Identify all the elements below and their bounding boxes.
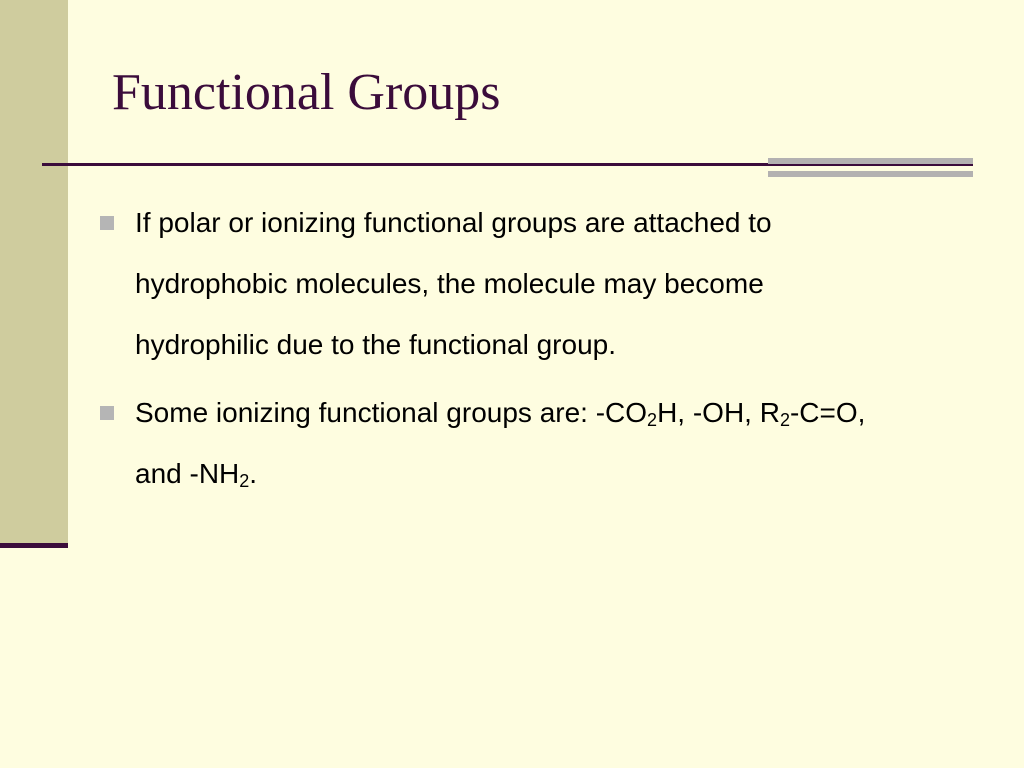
text-segment: . (249, 458, 258, 489)
text-segment: H, -OH, R (657, 397, 780, 428)
subscript: 2 (239, 471, 250, 491)
square-bullet-icon (100, 216, 114, 230)
subscript: 2 (779, 410, 790, 430)
left-decorative-band (0, 0, 68, 545)
accent-stripe-bottom (768, 171, 973, 177)
bullet-list (100, 192, 900, 511)
bullet-text: If polar or ionizing functional groups are attached to hydrophobic molecules, the molecule may become hydrophilic due to the functional group. (135, 207, 772, 360)
subscript: 2 (647, 410, 658, 430)
slide-title: Functional Groups (112, 64, 501, 121)
text-segment: -C=O, and -NH (135, 397, 874, 489)
bullet-item (100, 382, 900, 504)
accent-stripe-top (768, 158, 973, 164)
left-band-underline (0, 543, 68, 548)
bullet-item (100, 192, 900, 375)
text-segment: Some ionizing functional groups are: -CO (135, 397, 648, 428)
square-bullet-icon (100, 406, 114, 420)
bullet-text (135, 397, 873, 489)
accent-stripes (768, 158, 973, 178)
